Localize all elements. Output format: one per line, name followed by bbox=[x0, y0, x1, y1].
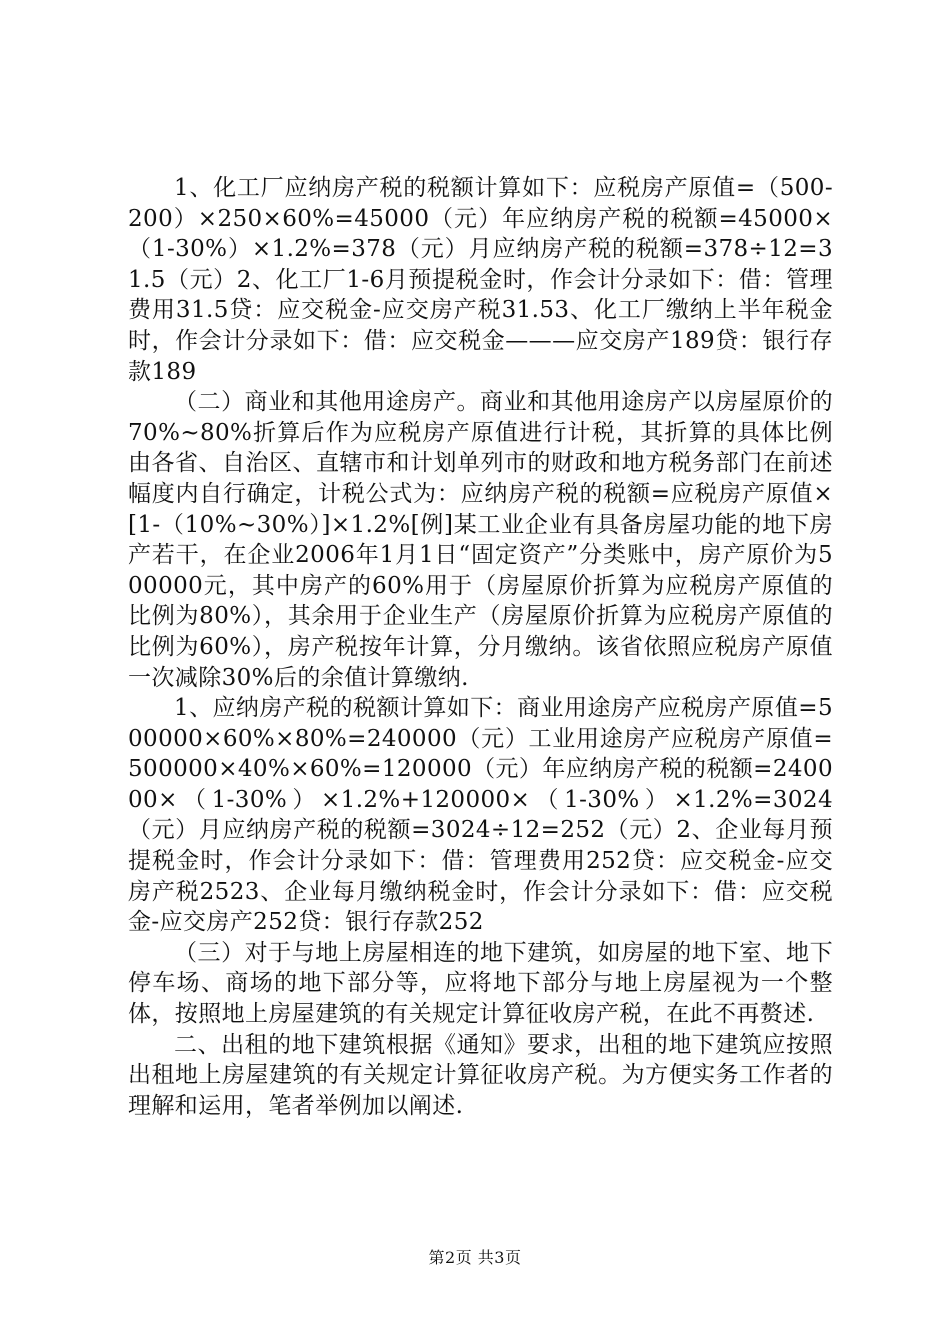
paragraph-commercial-property: （二）商业和其他用途房产。商业和其他用途房产以房屋原价的70%~80%折算后作为应税房产原值进行计税，其折算的具体比例由各省、自治区、直辖市和计划单列市的财政和地方税务部门在前述幅度内自行确定，计税公式为：应纳房产税的税额=应税房产原值×[1-（10%~30%）]×1.2%[例]某工业企业有具备房屋功能的地下房产若干，在企业2006年1月1日“固定资产”分类账中，房产原价为500000元，其中房产的60%用于（房屋原价折算为应税房产原值的比例为80%），其余用于企业生产（房屋原价折算为应税房产原值的比例为60%），房产税按年计算，分月缴纳。该省依照应税房产原值一次减除30%后的余值计算缴纳. bbox=[128, 389, 833, 691]
paragraph-calc-chemical-plant: 1、化工厂应纳房产税的税额计算如下：应税房产原值=（500-200）×250×60%=45000（元）年应纳房产税的税额=45000×（1-30%）×1.2%=378（元）月应纳房产税的税额=378÷12=31.5（元）2、化工厂1-6月预提税金时，作会计分录如下：借：管理费用31.5贷：应交税金-应交房产税31.53、化工厂缴纳上半年税金时，作会计分录如下：借：应交税金———应交房产189贷：银行存款189 bbox=[128, 175, 833, 385]
page-number-footer: 第2页 共3页 bbox=[428, 1248, 522, 1267]
paragraph-calc-enterprise: 1、应纳房产税的税额计算如下：商业用途房产应税房产原值=500000×60%×80%=240000（元）工业用途房产应税房产原值=500000×40%×60%=120000（元）年应纳房产税的税额=240000×（1-30%）×1.2%+120000×（1-30%）×1.2%=3024（元）月应纳房产税的税额=3024÷12=252（元）2、企业每月预提税金时，作会计分录如下：借：管理费用252贷：应交税金-应交房产税2523、企业每月缴纳税金时，作会计分录如下：借：应交税金-应交房产252贷：银行存款252 bbox=[128, 695, 833, 936]
document-body bbox=[128, 173, 833, 1121]
paragraph-underground-connected: （三）对于与地上房屋相连的地下建筑，如房屋的地下室、地下停车场、商场的地下部分等，应将地下部分与地上房屋视为一个整体，按照地上房屋建筑的有关规定计算征收房产税，在此不再赘述. bbox=[128, 939, 833, 1028]
paragraph-rented-underground: 二、出租的地下建筑根据《通知》要求，出租的地下建筑应按照出租地上房屋建筑的有关规定计算征收房产税。为方便实务工作者的理解和运用，笔者举例加以阐述. bbox=[128, 1031, 833, 1119]
